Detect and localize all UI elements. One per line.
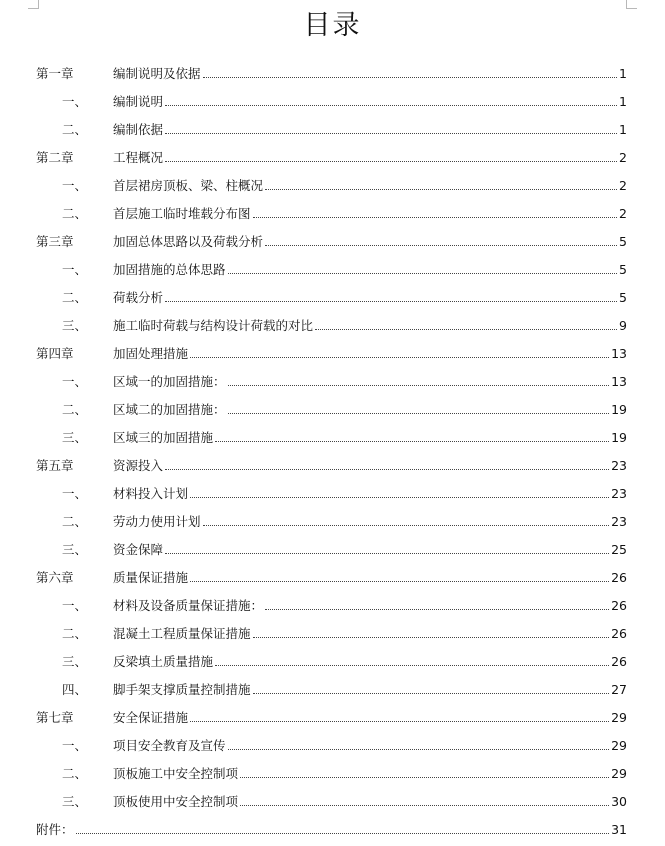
toc-entry-text: 加固处理措施: [113, 346, 189, 361]
toc-section-entry[interactable]: [36, 199, 627, 227]
toc-dot-leader: [265, 245, 617, 246]
toc-section-entry[interactable]: [36, 787, 627, 815]
toc-entry-text: 加固总体思路以及荷载分析: [113, 234, 264, 249]
toc-entry-text: 资金保障: [113, 542, 164, 557]
table-of-contents: [36, 59, 627, 843]
toc-page-number: 5: [619, 233, 627, 249]
toc-page-number: 29: [611, 765, 627, 781]
toc-entry-text: 材料投入计划: [113, 486, 189, 501]
toc-dot-leader: [165, 469, 609, 470]
toc-dot-leader: [253, 217, 617, 218]
toc-page-number: 26: [611, 625, 627, 641]
toc-entry-text: 混凝土工程质量保证措施: [113, 626, 251, 641]
toc-page-number: 26: [611, 569, 627, 585]
toc-dot-leader: [265, 609, 609, 610]
toc-entry-text: 加固措施的总体思路: [113, 262, 226, 277]
toc-page-number: 26: [611, 653, 627, 669]
toc-page-number: 2: [619, 205, 627, 221]
toc-entry-number: 第三章: [36, 234, 74, 249]
toc-dot-leader: [215, 441, 609, 442]
toc-entry-number: 一、: [62, 94, 88, 109]
toc-dot-leader: [240, 805, 609, 806]
toc-entry-number: 二、: [62, 206, 88, 221]
toc-chapter-entry[interactable]: [36, 563, 627, 591]
toc-section-entry[interactable]: [36, 647, 627, 675]
toc-dot-leader: [165, 301, 617, 302]
toc-section-entry[interactable]: [36, 87, 627, 115]
toc-dot-leader: [215, 665, 609, 666]
toc-entry-number: 第六章: [36, 570, 74, 585]
toc-entry-number: 二、: [62, 626, 88, 641]
toc-entry-text: 质量保证措施: [113, 570, 189, 585]
toc-entry-text: 编制说明: [113, 94, 164, 109]
toc-page-number: 5: [619, 261, 627, 277]
toc-section-entry[interactable]: [36, 535, 627, 563]
toc-entry-number: 第一章: [36, 66, 74, 81]
toc-section-entry[interactable]: [36, 619, 627, 647]
toc-entry-number: 三、: [62, 430, 88, 445]
toc-page-number: 31: [611, 821, 627, 837]
toc-dot-leader: [240, 777, 609, 778]
toc-entry-number: 一、: [62, 178, 88, 193]
toc-chapter-entry[interactable]: [36, 703, 627, 731]
toc-entry-text: 劳动力使用计划: [113, 514, 201, 529]
toc-page-number: 13: [611, 345, 627, 361]
toc-entry-number: 第五章: [36, 458, 74, 473]
toc-entry-number: 三、: [62, 318, 88, 333]
toc-dot-leader: [228, 749, 610, 750]
toc-entry-text: 工程概况: [113, 150, 164, 165]
toc-page-number: 9: [619, 317, 627, 333]
toc-section-entry[interactable]: [36, 171, 627, 199]
toc-entry-number: 三、: [62, 794, 88, 809]
page-title: 目录: [303, 10, 362, 41]
toc-section-entry[interactable]: [36, 283, 627, 311]
toc-dot-leader: [76, 833, 610, 834]
toc-section-entry[interactable]: [36, 255, 627, 283]
toc-entry-text: 顶板施工中安全控制项: [113, 766, 239, 781]
toc-section-entry[interactable]: [36, 423, 627, 451]
toc-section-entry[interactable]: [36, 395, 627, 423]
toc-entry-number: 二、: [62, 290, 88, 305]
toc-section-entry[interactable]: [36, 675, 627, 703]
toc-entry-number: 三、: [62, 542, 88, 557]
toc-dot-leader: [253, 693, 610, 694]
toc-chapter-entry[interactable]: [36, 143, 627, 171]
toc-entry-text: 首层裙房顶板、梁、柱概况: [113, 178, 264, 193]
toc-dot-leader: [228, 413, 610, 414]
toc-section-entry[interactable]: [36, 479, 627, 507]
toc-entry-number: 第七章: [36, 710, 74, 725]
toc-dot-leader: [165, 553, 609, 554]
toc-entry-number: 三、: [62, 654, 88, 669]
toc-page-number: 2: [619, 149, 627, 165]
toc-page-number: 25: [611, 541, 627, 557]
toc-section-entry[interactable]: [36, 311, 627, 339]
toc-entry-text: 荷载分析: [113, 290, 164, 305]
toc-entry-number: 一、: [62, 374, 88, 389]
toc-section-entry[interactable]: [36, 759, 627, 787]
toc-entry-number: 一、: [62, 262, 88, 277]
toc-dot-leader: [165, 161, 617, 162]
toc-dot-leader: [265, 189, 617, 190]
toc-dot-leader: [228, 273, 617, 274]
toc-entry-text: 区域二的加固措施：: [113, 402, 226, 417]
toc-entry-text: 区域一的加固措施：: [113, 374, 226, 389]
toc-entry-text: 施工临时荷载与结构设计荷载的对比: [113, 318, 314, 333]
toc-entry-text: 首层施工临时堆载分布图: [113, 206, 251, 221]
toc-page-number: 2: [619, 177, 627, 193]
toc-chapter-entry[interactable]: [36, 227, 627, 255]
toc-section-entry[interactable]: [36, 731, 627, 759]
toc-entry-text: 编制说明及依据: [113, 66, 201, 81]
toc-entry-number: 一、: [62, 598, 88, 613]
toc-entry-number: 二、: [62, 402, 88, 417]
toc-entry-text: 反梁填土质量措施: [113, 654, 214, 669]
toc-entry-text: 材料及设备质量保证措施：: [113, 598, 264, 613]
toc-page-number: 19: [611, 429, 627, 445]
toc-entry-text: 编制依据: [113, 122, 164, 137]
toc-dot-leader: [203, 77, 617, 78]
toc-page-number: 1: [619, 65, 627, 81]
toc-section-entry[interactable]: [36, 591, 627, 619]
toc-section-entry[interactable]: [36, 507, 627, 535]
toc-entry-text: 顶板使用中安全控制项: [113, 794, 239, 809]
toc-entry-number: 第四章: [36, 346, 74, 361]
toc-page-number: 30: [611, 793, 627, 809]
toc-dot-leader: [253, 637, 610, 638]
toc-entry-text: 区域三的加固措施: [113, 430, 214, 445]
toc-entry-number: 一、: [62, 738, 88, 753]
toc-dot-leader: [165, 133, 617, 134]
toc-page-number: 26: [611, 597, 627, 613]
toc-appendix-entry[interactable]: [36, 815, 627, 843]
toc-page-number: 5: [619, 289, 627, 305]
toc-entry-number: 二、: [62, 766, 88, 781]
toc-entry-number: 附件：: [36, 822, 74, 837]
toc-page-number: 23: [611, 485, 627, 501]
toc-page-number: 1: [619, 121, 627, 137]
toc-entry-text: 脚手架支撑质量控制措施: [113, 682, 251, 697]
toc-dot-leader: [190, 357, 609, 358]
toc-dot-leader: [190, 581, 609, 582]
toc-entry-number: 第二章: [36, 150, 74, 165]
toc-entry-number: 二、: [62, 514, 88, 529]
toc-entry-number: 四、: [62, 682, 88, 697]
toc-page-number: 29: [611, 737, 627, 753]
toc-page-number: 23: [611, 513, 627, 529]
toc-entry-number: 一、: [62, 486, 88, 501]
toc-page-number: 19: [611, 401, 627, 417]
toc-dot-leader: [315, 329, 617, 330]
toc-page-number: 13: [611, 373, 627, 389]
toc-dot-leader: [165, 105, 617, 106]
toc-section-entry[interactable]: [36, 115, 627, 143]
toc-page-number: 29: [611, 709, 627, 725]
toc-entry-text: 资源投入: [113, 458, 164, 473]
toc-entry-text: 安全保证措施: [113, 710, 189, 725]
toc-chapter-entry[interactable]: [36, 339, 627, 367]
toc-entry-number: 二、: [62, 122, 88, 137]
toc-page-number: 27: [611, 681, 627, 697]
toc-dot-leader: [190, 721, 609, 722]
toc-chapter-entry[interactable]: [36, 59, 627, 87]
toc-page-number: 1: [619, 93, 627, 109]
toc-entry-text: 项目安全教育及宣传: [113, 738, 226, 753]
toc-section-entry[interactable]: [36, 367, 627, 395]
toc-dot-leader: [228, 385, 610, 386]
toc-dot-leader: [203, 525, 610, 526]
toc-page-number: 23: [611, 457, 627, 473]
toc-dot-leader: [190, 497, 609, 498]
toc-chapter-entry[interactable]: [36, 451, 627, 479]
